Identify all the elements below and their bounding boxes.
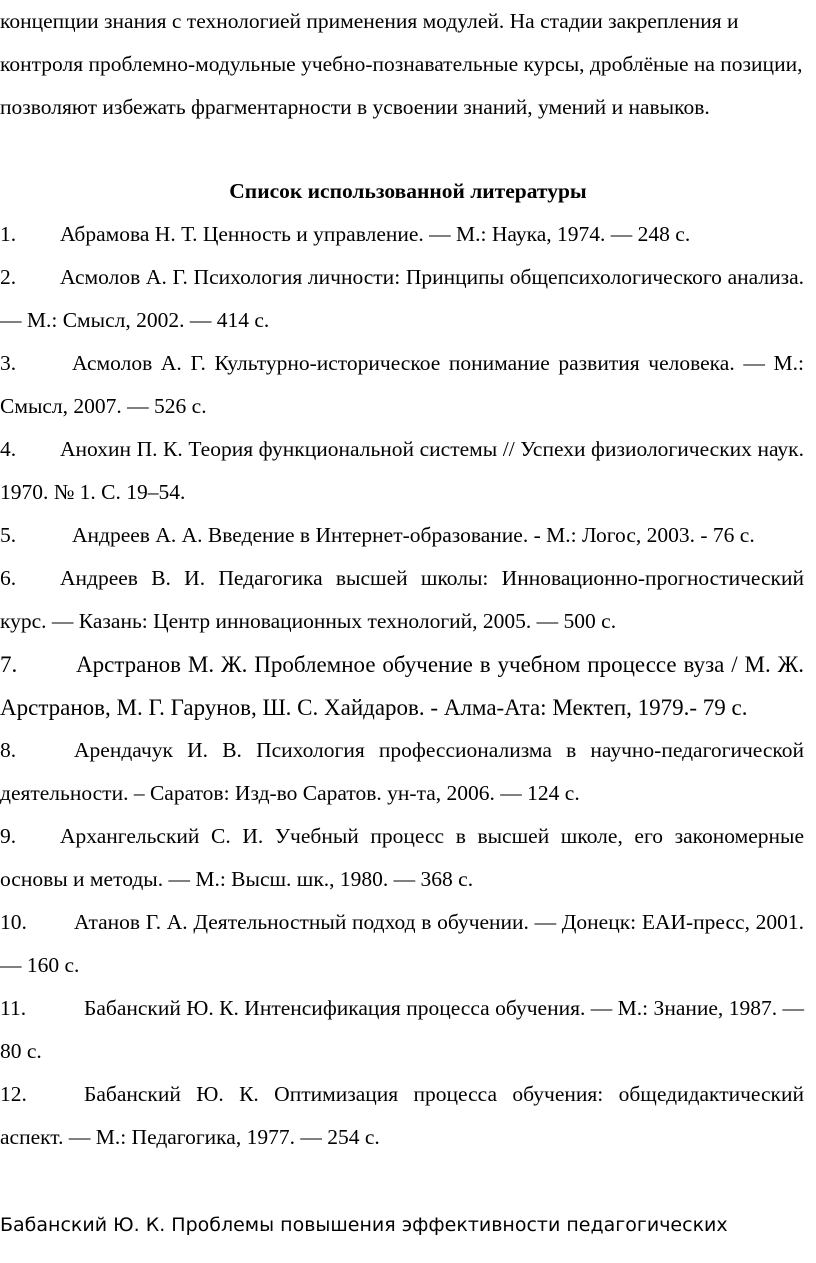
item-text: Анохин П. К. Теория функциональной системы // Успехи физиологических наук. 1970. № 1. С. 19–54. — [0, 437, 804, 504]
item-text: Арендачук И. В. Психология профессионализма в научно-педагогической деятельности. – Саратов: Изд-во Саратов. ун-та, 2006. — 124 с. — [0, 738, 804, 805]
bibliography-item — [0, 428, 804, 514]
trailing-line: Бабанский Ю. К. Проблемы повышения эффективности педагогических — [0, 1214, 728, 1236]
item-number: 7. — [0, 652, 18, 677]
item-text: Арстранов М. Ж. Проблемное обучение в учебном процессе вуза / М. Ж. Арстранов, М. Г. Гарунов, Ш. С. Хайдаров. - Алма-Ата: Мектеп, 1979.- 79 с. — [0, 652, 804, 720]
intro-paragraph — [0, 0, 816, 129]
item-number: 11. — [0, 996, 27, 1020]
intro-line: концепции знания с технологией применения модулей. На стадии закрепления и — [0, 9, 739, 33]
item-text: Асмолов А. Г. Культурно-историческое понимание развития человека. — М.: Смысл, 2007. — 526 с. — [0, 351, 804, 418]
bibliography-item — [0, 729, 804, 815]
item-number: 8. — [0, 738, 17, 762]
item-number: 4. — [0, 437, 17, 461]
bibliography-list — [0, 213, 804, 1159]
bibliography-item — [0, 987, 804, 1073]
item-text: Бабанский Ю. К. Оптимизация процесса обучения: общедидактический аспект. — М.: Педагогика, 1977. — 254 с. — [0, 1082, 804, 1149]
bibliography-item — [0, 901, 804, 987]
bibliography-item — [0, 557, 804, 643]
intro-line: контроля проблемно-модульные учебно-познавательные курсы, дроблёные на позиции, — [0, 52, 803, 76]
item-text: Андреев В. И. Педагогика высшей школы: Инновационно-прогностический курс. — Казань: Центр инновационных технологий, 2005. — 500 с. — [0, 566, 804, 633]
bibliography-item — [0, 342, 804, 428]
item-number: 5. — [0, 523, 17, 547]
item-text: Архангельский С. И. Учебный процесс в высшей школе, его закономерные основы и методы. — М.: Высш. шк., 1980. — 368 с. — [0, 824, 804, 891]
item-number: 6. — [0, 566, 17, 590]
item-text: Абрамова Н. Т. Ценность и управление. — М.: Наука, 1974. — 248 с. — [60, 222, 691, 246]
bibliography-title: Список использованной литературы — [229, 179, 587, 203]
item-number: 2. — [0, 265, 17, 289]
item-number: 10. — [0, 910, 27, 934]
bibliography-item — [0, 213, 804, 256]
item-number: 12. — [0, 1082, 27, 1106]
bibliography-item — [0, 1073, 804, 1159]
item-number: 1. — [0, 222, 17, 246]
item-text: Андреев А. А. Введение в Интернет-образование. - М.: Логос, 2003. - 76 с. — [72, 523, 755, 547]
bibliography-item — [0, 815, 804, 901]
bibliography-item — [0, 256, 804, 342]
item-number: 3. — [0, 351, 17, 375]
item-number: 9. — [0, 824, 17, 848]
intro-line: позволяют избежать фрагментарности в усвоении знаний, умений и навыков. — [0, 95, 710, 119]
bibliography-item — [0, 643, 804, 729]
bibliography-item — [0, 514, 804, 557]
item-text: Асмолов А. Г. Психология личности: Принципы общепсихологического анализа. — М.: Смысл, 2002. — 414 с. — [0, 265, 804, 332]
item-text: Атанов Г. А. Деятельностный подход в обучении. — Донецк: ЕАИ-пресс, 2001. — 160 с. — [0, 910, 804, 977]
item-text: Бабанский Ю. К. Интенсификация процесса обучения. — М.: Знание, 1987. — 80 с. — [0, 996, 804, 1063]
